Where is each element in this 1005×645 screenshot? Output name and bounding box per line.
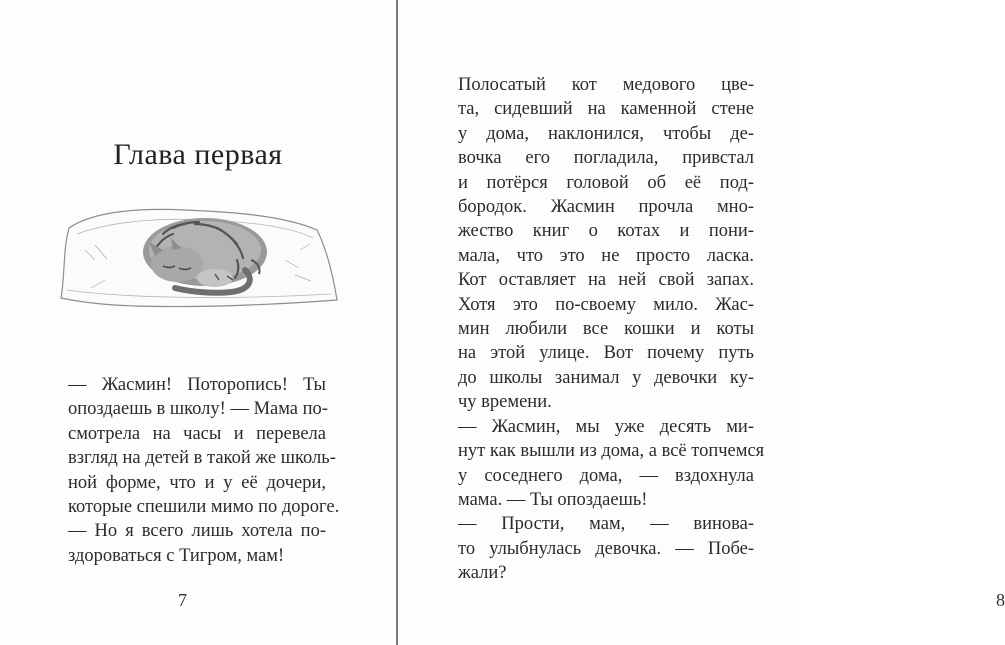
- left-page: [0, 0, 396, 645]
- text-line: Кот оставляет на ней свой запах.: [458, 270, 754, 291]
- text-line: — Жасмин! Поторопись! Ты: [68, 375, 326, 395]
- text-line: смотрела на часы и перевела: [68, 423, 326, 444]
- page-number-left: 7: [178, 590, 187, 610]
- text-line: мала, что это не просто ласка.: [458, 245, 754, 266]
- sleeping-cat-on-pillow-icon: [55, 190, 340, 310]
- text-line: ной форме, что и у её дочери,: [68, 472, 326, 493]
- text-line: бородок. Жасмин прочла мно-: [458, 197, 754, 218]
- page-number-right: 8: [996, 590, 1005, 610]
- text-line: чу времени.: [458, 392, 552, 413]
- text-line: жество книг о котах и пони-: [458, 221, 754, 242]
- right-page-text: [458, 73, 765, 586]
- text-line: — Прости, мам, — винова-: [458, 514, 754, 535]
- text-line: до школы занимал у девочки ку-: [458, 367, 754, 388]
- text-line: — Жасмин, мы уже десять ми-: [458, 416, 754, 437]
- text-line: нут как вышли из дома, а всё топчемся: [458, 441, 765, 462]
- text-line: взгляд на детей в такой же школь-: [68, 448, 336, 469]
- text-line: опоздаешь в школу! — Мама по-: [68, 399, 328, 420]
- text-line: мин любили все кошки и коты: [458, 319, 754, 340]
- text-line: то улыбнулась девочка. — Побе-: [458, 538, 754, 559]
- text-line: жали?: [458, 563, 507, 584]
- text-line: на этой улице. Вот почему путь: [458, 343, 754, 364]
- text-line: мама. — Ты опоздаешь!: [458, 489, 648, 510]
- text-line: вочка его погладила, привстал: [458, 148, 754, 169]
- text-line: у соседнего дома, — вздохнула: [458, 465, 754, 486]
- text-line: у дома, наклонился, чтобы де-: [458, 123, 754, 144]
- text-line: Полосатый кот медового цве-: [458, 75, 754, 95]
- chapter-title: Глава первая: [113, 138, 283, 171]
- text-line: Хотя это по-своему мило. Жас-: [458, 294, 754, 315]
- left-page-text: [68, 373, 340, 568]
- text-line: и потёрся головой об её под-: [458, 172, 754, 193]
- text-line: которые спешили мимо по дороге.: [68, 497, 340, 518]
- text-line: — Но я всего лишь хотела по-: [68, 521, 326, 542]
- text-line: та, сидевший на каменной стене: [458, 99, 754, 120]
- text-line: здороваться с Тигром, мам!: [68, 545, 285, 566]
